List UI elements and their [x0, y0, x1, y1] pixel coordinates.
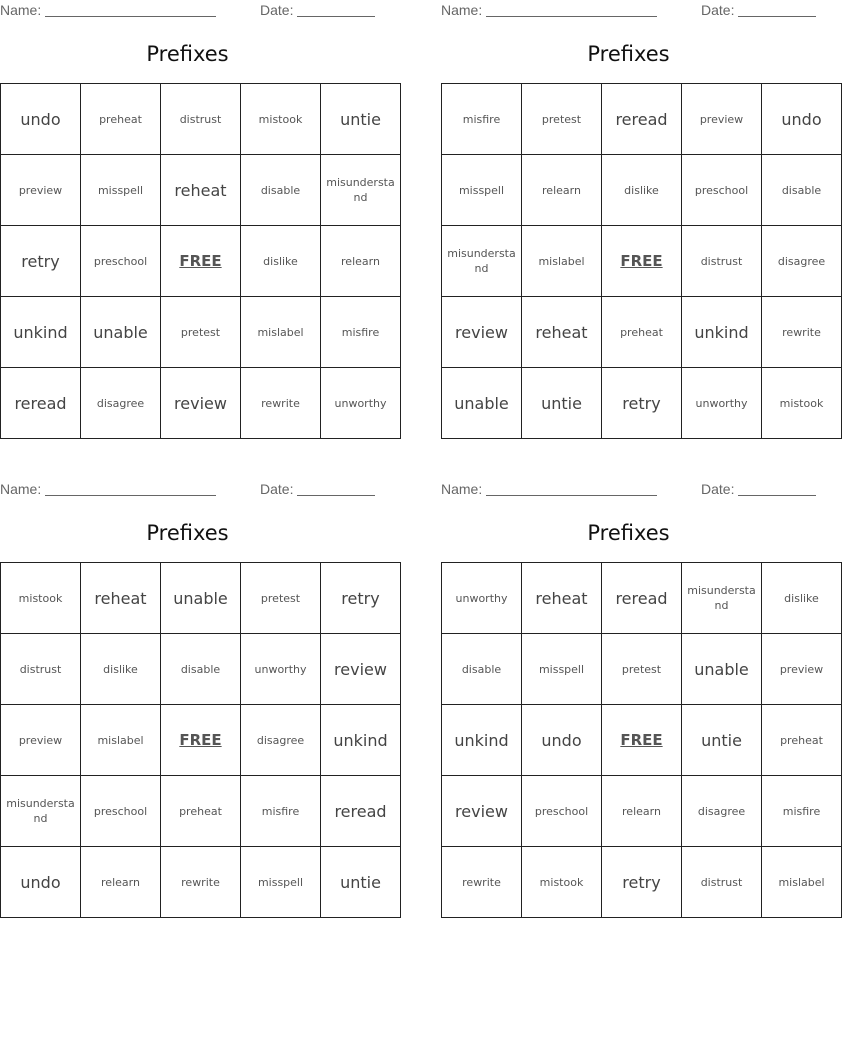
bingo-grid: [0, 83, 401, 439]
word-cell[interactable]: pretest: [602, 634, 682, 705]
word-cell[interactable]: pretest: [241, 563, 321, 634]
word-cell[interactable]: disagree: [682, 776, 762, 847]
word-cell[interactable]: rewrite: [442, 847, 522, 918]
word-cell[interactable]: disagree: [241, 705, 321, 776]
free-space[interactable]: FREE: [161, 226, 241, 297]
word-cell[interactable]: mistook: [522, 847, 602, 918]
grid-row: [442, 563, 842, 634]
name-label: Name:: [0, 2, 42, 18]
grid-row: [442, 847, 842, 918]
card-title: Prefixes: [146, 42, 229, 66]
free-space[interactable]: FREE: [602, 226, 682, 297]
date-line[interactable]: [297, 495, 375, 496]
word-cell[interactable]: untie: [522, 368, 602, 439]
word-cell[interactable]: misspell: [442, 155, 522, 226]
word-cell[interactable]: disagree: [81, 368, 161, 439]
grid-row: [442, 155, 842, 226]
word-cell[interactable]: unworthy: [321, 368, 401, 439]
word-cell[interactable]: distrust: [1, 634, 81, 705]
word-cell[interactable]: misunderstand: [442, 226, 522, 297]
name-line[interactable]: [486, 495, 657, 496]
word-cell[interactable]: unable: [81, 297, 161, 368]
word-cell[interactable]: preschool: [81, 776, 161, 847]
word-cell[interactable]: misspell: [241, 847, 321, 918]
word-cell[interactable]: dislike: [762, 563, 842, 634]
word-cell[interactable]: misfire: [321, 297, 401, 368]
name-label: Name:: [441, 2, 483, 18]
word-cell[interactable]: disable: [442, 634, 522, 705]
word-cell[interactable]: retry: [602, 368, 682, 439]
word-cell[interactable]: unable: [161, 563, 241, 634]
word-cell[interactable]: preview: [682, 84, 762, 155]
date-label: Date:: [260, 481, 294, 497]
word-cell[interactable]: unkind: [321, 705, 401, 776]
name-line[interactable]: [45, 495, 216, 496]
word-cell[interactable]: undo: [1, 847, 81, 918]
card-header: [0, 479, 375, 501]
word-cell[interactable]: unable: [442, 368, 522, 439]
word-cell[interactable]: preschool: [682, 155, 762, 226]
word-cell[interactable]: rewrite: [161, 847, 241, 918]
word-cell[interactable]: unworthy: [442, 563, 522, 634]
word-cell[interactable]: reread: [602, 84, 682, 155]
grid-row: [1, 368, 401, 439]
bingo-card-1: [0, 0, 395, 413]
word-cell[interactable]: preview: [1, 155, 81, 226]
word-cell[interactable]: reread: [321, 776, 401, 847]
word-cell[interactable]: preheat: [762, 705, 842, 776]
word-cell[interactable]: untie: [321, 84, 401, 155]
word-cell[interactable]: reread: [1, 368, 81, 439]
word-cell[interactable]: relearn: [81, 847, 161, 918]
word-cell[interactable]: undo: [762, 84, 842, 155]
bingo-card-3: [0, 479, 388, 892]
grid-row: [442, 84, 842, 155]
word-cell[interactable]: pretest: [161, 297, 241, 368]
word-cell[interactable]: relearn: [321, 226, 401, 297]
word-cell[interactable]: reheat: [81, 563, 161, 634]
date-label: Date:: [701, 481, 735, 497]
free-space[interactable]: FREE: [602, 705, 682, 776]
word-cell[interactable]: misunderstand: [321, 155, 401, 226]
word-cell[interactable]: relearn: [522, 155, 602, 226]
date-label: Date:: [701, 2, 735, 18]
date-line[interactable]: [738, 16, 816, 17]
word-cell[interactable]: disable: [762, 155, 842, 226]
word-cell[interactable]: misspell: [522, 634, 602, 705]
word-cell[interactable]: misfire: [241, 776, 321, 847]
word-cell[interactable]: review: [161, 368, 241, 439]
word-cell[interactable]: preschool: [81, 226, 161, 297]
word-cell[interactable]: unkind: [682, 297, 762, 368]
grid-row: [1, 297, 401, 368]
grid-row: [442, 368, 842, 439]
word-cell[interactable]: misfire: [762, 776, 842, 847]
word-cell[interactable]: reread: [602, 563, 682, 634]
free-space[interactable]: FREE: [161, 705, 241, 776]
word-cell[interactable]: preheat: [161, 776, 241, 847]
word-cell[interactable]: preschool: [522, 776, 602, 847]
word-cell[interactable]: retry: [602, 847, 682, 918]
word-cell[interactable]: rewrite: [762, 297, 842, 368]
word-cell[interactable]: disable: [161, 634, 241, 705]
grid-row: [1, 226, 401, 297]
date-line[interactable]: [738, 495, 816, 496]
word-cell[interactable]: unable: [682, 634, 762, 705]
date-line[interactable]: [297, 16, 375, 17]
word-cell[interactable]: dislike: [602, 155, 682, 226]
word-cell[interactable]: rewrite: [241, 368, 321, 439]
word-cell[interactable]: undo: [1, 84, 81, 155]
word-cell[interactable]: untie: [682, 705, 762, 776]
grid-row: [442, 226, 842, 297]
grid-row: [1, 155, 401, 226]
card-title: Prefixes: [587, 521, 670, 545]
word-cell[interactable]: retry: [321, 563, 401, 634]
word-cell[interactable]: dislike: [241, 226, 321, 297]
word-cell[interactable]: reheat: [522, 563, 602, 634]
word-cell[interactable]: misunderstand: [1, 776, 81, 847]
word-cell[interactable]: mislabel: [522, 226, 602, 297]
date-label: Date:: [260, 2, 294, 18]
word-cell[interactable]: reheat: [161, 155, 241, 226]
bingo-grid: [0, 562, 401, 918]
grid-row: [1, 705, 401, 776]
grid-row: [442, 634, 842, 705]
word-cell[interactable]: unworthy: [241, 634, 321, 705]
card-header: [441, 0, 816, 22]
word-cell[interactable]: mislabel: [81, 705, 161, 776]
grid-row: [1, 847, 401, 918]
bingo-card-4: [441, 479, 825, 892]
grid-row: [1, 563, 401, 634]
name-line[interactable]: [45, 16, 216, 17]
bingo-grid: [441, 562, 842, 918]
word-cell[interactable]: pretest: [522, 84, 602, 155]
word-cell[interactable]: misspell: [81, 155, 161, 226]
word-cell[interactable]: unkind: [442, 705, 522, 776]
word-cell[interactable]: undo: [522, 705, 602, 776]
grid-row: [442, 297, 842, 368]
word-cell[interactable]: distrust: [682, 226, 762, 297]
word-cell[interactable]: distrust: [161, 84, 241, 155]
word-cell[interactable]: misunderstand: [682, 563, 762, 634]
word-cell[interactable]: preheat: [602, 297, 682, 368]
name-line[interactable]: [486, 16, 657, 17]
card-header: [0, 0, 375, 22]
word-cell[interactable]: unkind: [1, 297, 81, 368]
name-label: Name:: [441, 481, 483, 497]
word-cell[interactable]: preheat: [81, 84, 161, 155]
word-cell[interactable]: dislike: [81, 634, 161, 705]
grid-row: [1, 634, 401, 705]
word-cell[interactable]: preview: [1, 705, 81, 776]
word-cell[interactable]: untie: [321, 847, 401, 918]
grid-row: [1, 776, 401, 847]
card-header: [441, 479, 816, 501]
word-cell[interactable]: mistook: [762, 368, 842, 439]
word-cell[interactable]: disagree: [762, 226, 842, 297]
name-label: Name:: [0, 481, 42, 497]
word-cell[interactable]: distrust: [682, 847, 762, 918]
word-cell[interactable]: retry: [1, 226, 81, 297]
word-cell[interactable]: mistook: [241, 84, 321, 155]
card-title: Prefixes: [146, 521, 229, 545]
word-cell[interactable]: review: [442, 776, 522, 847]
word-cell[interactable]: preview: [762, 634, 842, 705]
grid-row: [1, 84, 401, 155]
word-cell[interactable]: unworthy: [682, 368, 762, 439]
word-cell[interactable]: misfire: [442, 84, 522, 155]
grid-row: [442, 776, 842, 847]
word-cell[interactable]: disable: [241, 155, 321, 226]
card-title: Prefixes: [587, 42, 670, 66]
word-cell[interactable]: mislabel: [241, 297, 321, 368]
word-cell[interactable]: relearn: [602, 776, 682, 847]
word-cell[interactable]: mislabel: [762, 847, 842, 918]
word-cell[interactable]: reheat: [522, 297, 602, 368]
bingo-card-2: [441, 0, 826, 413]
bingo-grid: [441, 83, 842, 439]
word-cell[interactable]: review: [442, 297, 522, 368]
grid-row: [442, 705, 842, 776]
word-cell[interactable]: mistook: [1, 563, 81, 634]
word-cell[interactable]: review: [321, 634, 401, 705]
